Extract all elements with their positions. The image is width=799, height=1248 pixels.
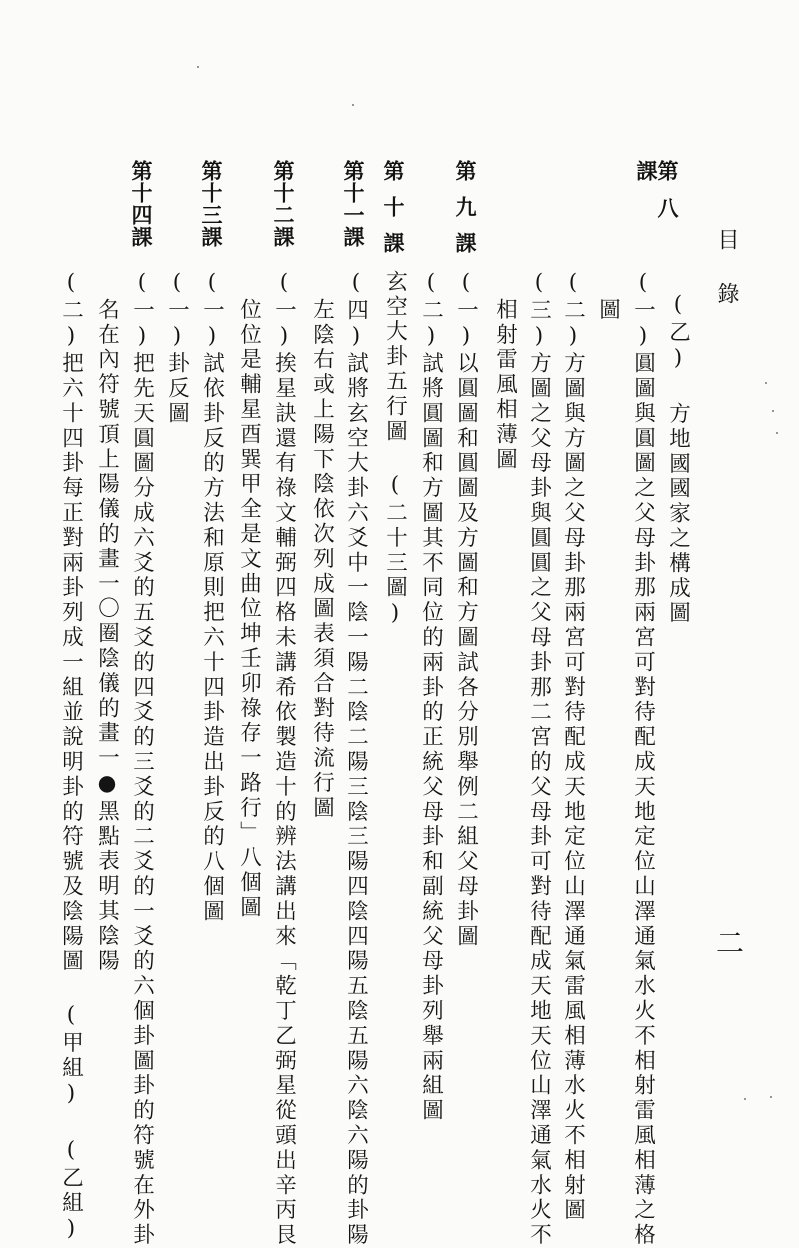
scan-speck bbox=[765, 382, 767, 384]
toc-line: (一)挨星訣還有祿文輔弼四格未講希依製造十的辨法講出來「乾丁乙弼星從頭出辛丙艮 bbox=[271, 270, 297, 1248]
toc-line: (二)把六十四卦每正對兩卦列成一組並說明卦的符號及陰陽圖 (甲組) (乙組) bbox=[58, 270, 84, 1245]
toc-line: (二)試將圓圖和方圖其不同位的兩卦的正統父母卦和副統父母卦列舉兩組圖 bbox=[418, 270, 444, 1124]
toc-line: 名在內符號頂上陽儀的畫一〇圈陰儀的畫一●黑點表明其陰陽 bbox=[94, 298, 120, 974]
lesson-label: 第十四課 bbox=[129, 160, 154, 248]
lesson-label: 第九課 bbox=[453, 160, 478, 268]
toc-title-char-2: 錄 bbox=[714, 282, 739, 304]
toc-line: (四)試將玄空大卦六爻中一陰一陽二陰二陽三陰三陽四陰四陽五陰五陽六陰六陽的卦陽 bbox=[343, 270, 369, 1248]
lesson-label: 第十二課 bbox=[271, 160, 296, 248]
toc-line: (一)試依卦反的方法和原則把六十四卦造出卦反的八個圖 bbox=[199, 270, 225, 925]
toc-line: (二)方圖與方圖之父母卦那兩宮可對待配成天地定位山澤通氣雷風相薄水火不相射圖 bbox=[560, 270, 586, 1224]
lesson-label: 第十一課 bbox=[341, 160, 366, 248]
toc-line: 左陰右或上陽下陰依次列成圖表須合對待流行圖 bbox=[309, 298, 335, 821]
scan-speck bbox=[197, 66, 199, 68]
toc-line: (一)以圓圖和圓圖及方圖和方圖試各分別舉例二組父母卦圖 bbox=[453, 270, 479, 950]
toc-line: 圖 bbox=[595, 298, 621, 323]
toc-line: 玄空大卦五行圖 (二十三圖) bbox=[382, 270, 408, 630]
toc-line: (一)圓圖與圓圖之父母卦那兩宮可對待配成天地定位山澤通氣水火不相射雷風相薄之格 bbox=[630, 270, 656, 1248]
toc-line: (乙) 方地國國家之構成圖 bbox=[665, 292, 691, 627]
scan-speck bbox=[772, 410, 774, 412]
scan-speck bbox=[770, 1096, 772, 1098]
toc-line: (一)卦反圖 bbox=[164, 270, 190, 427]
toc-title-char-1: 目 bbox=[714, 228, 739, 250]
scan-speck bbox=[776, 432, 778, 434]
toc-line: (三)方圖之父母卦與圓圓之父母卦那二宮的父母卦可對待配成天地天位山澤通氣水火不 bbox=[526, 270, 552, 1248]
scan-speck bbox=[744, 1098, 746, 1100]
lesson-label: 第十課 bbox=[381, 160, 406, 268]
toc-line: 相射雷風相薄圖 bbox=[492, 298, 518, 473]
lesson-label: 第八課 bbox=[634, 160, 680, 234]
lesson-label: 第十三課 bbox=[199, 160, 224, 248]
toc-line: 位位是輔星酉巽甲全是文曲位坤壬卯祿存一路行」八個圖 bbox=[236, 298, 262, 921]
toc-line: (一)把先天圓圖分成六爻的五爻的四爻的三爻的二爻的一爻的六個卦圖卦的符號在外卦 bbox=[129, 270, 155, 1248]
scan-speck bbox=[352, 104, 354, 106]
page-number: 二 bbox=[712, 928, 745, 956]
